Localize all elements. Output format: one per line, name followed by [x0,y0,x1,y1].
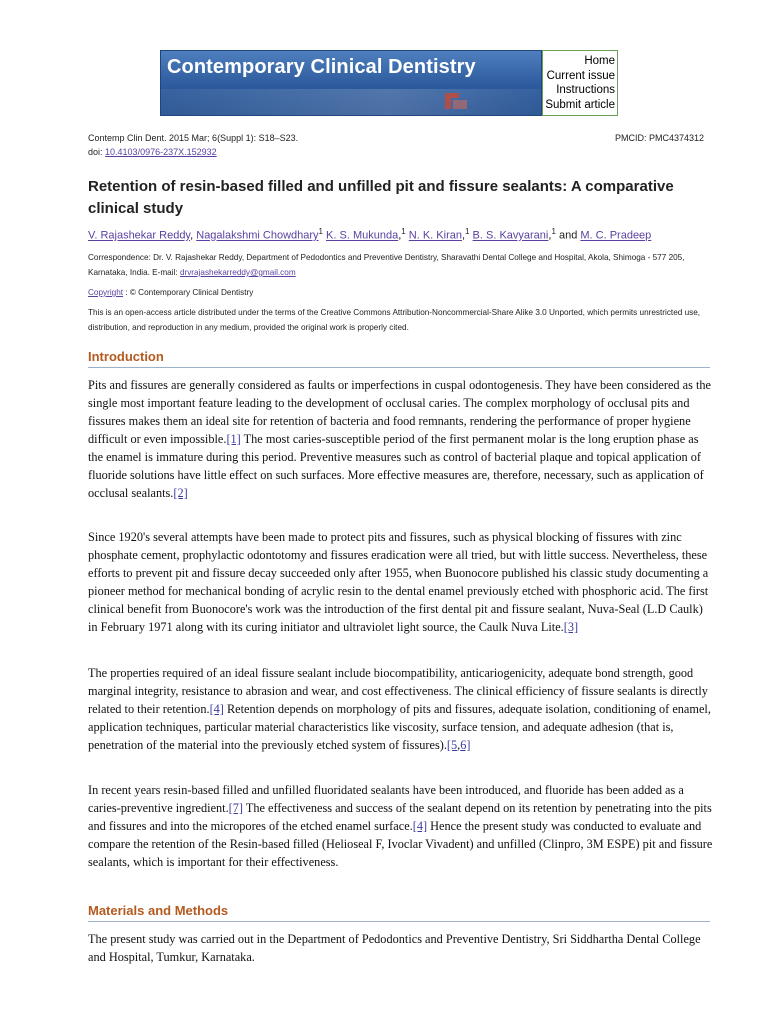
paragraph-text: , [457,738,461,752]
copyright-text: : © Contemporary Clinical Dentistry [123,288,254,297]
paragraph-text: Pits and fissures are generally considered as faults or imperfections in cuspal odontogenesis. They have been considered as the single most important feature leading to the development of occlusal caries. The complex morphology of occlusal pits and fissures makes them an ideal site for retention of bacteria and food remnants, rendering the performance of proper hygiene difficult or even impossible. [88,378,711,446]
correspondence-text: Correspondence: Dr. V. Rajashekar Reddy, Department of Pedodontics and Preventive Dentistry, Sharavathi Dental College and Hospital, Akola, Shimoga - 577 205, Karnataka, India. E-mail: [88,253,685,277]
affiliation-marker: 1 [318,227,323,236]
paragraph-text: In recent years resin-based filled and unfilled fluoridated sealants have been introduced, and fluoride has been added as a caries-preventive ingredient. [88,783,684,815]
instructions-link[interactable]: Instructions [556,84,615,96]
banner-nav [542,50,618,116]
paragraph-text: The properties required of an ideal fissure sealant include biocompatibility, anticariogenicity, adequate bond strength, good marginal integrity, resistance to abrasion and wear, and cost effectiveness. The clinical efficiency of fissure sealants is directly related to their retention. [88,666,708,716]
citation-link[interactable]: 6] [460,738,471,752]
citation-link[interactable]: [2] [173,486,188,500]
paragraph-text: The effectiveness and success of the sealant depend on its retention by penetrating into the pits and fissures and into the micropores of the etched enamel surface. [88,801,712,833]
affiliation-marker: 1 [401,227,406,236]
citation-link[interactable]: [5 [446,738,458,752]
methods-paragraph: The present study was carried out in the Department of Pedodontics and Preventive Dentistry, Sri Siddhartha Dental College and Hospital, Tumkur, Karnataka. [88,932,701,964]
paragraph-text: Since 1920's several attempts have been made to protect pits and fissures, such as physical blocking of fissures with zinc phosphate cement, prophylactic odontotomy and fissures eradication were all tried, but with little success. Nevertheless, these efforts to prevent pit and fissure decay succeeded only after 1955, when Buonocore published his classic study documenting a pioneer method for mechanical bonding of acrylic resin to the dental enamel previously etched with phosphoric acid. The first clinical benefit from Buonocore's work was the introduction of the first dental pit and fissure sealant, Nuva-Seal (L.D Caulk) in February 1971 along with its curing initiator and ultraviolet light source, the Caulk Nuva Lite. [88,530,709,634]
author-link[interactable]: Nagalakshmi Chowdhary [196,229,319,242]
current-issue-link[interactable]: Current issue [546,69,615,82]
copyright-link[interactable]: Copyright [88,288,124,297]
correspondence-email[interactable]: drvrajashekarreddy@gmail.com [179,268,296,277]
author-link[interactable]: N. K. Kiran [408,229,462,242]
paragraph-text: The most caries-susceptible period of the first permanent molar is the long eruption phase as the enamel is immature during this period. Preventive measures such as control of bacterial plaque and topical application of fluoride solutions have little effect on such surfaces. More effective measures are, therefore, necessary, such as application of occlusal sealants. [88,432,704,500]
author-list: V. Rajashekar Reddy, Nagalakshmi Chowdhary$^1$ K. S. Mukunda,$^1$ N. K. Kiran,$^1$ B. S. Kavyarani,$^1$ and M. C. Pradeep [88,227,652,242]
copyright-line [88,286,712,300]
author-link[interactable]: K. S. Mukunda [326,229,399,242]
doi-label: doi: [88,147,103,157]
doi-link[interactable]: 10.4103/0976-237X.152932 [105,147,217,157]
citation-link[interactable]: [7] [228,801,244,815]
article-title: Retention of resin-based filled and unfilled pit and fissure sealants: A comparative clinical study [88,178,674,217]
intro-paragraph [88,376,714,502]
citation-link[interactable]: [4] [412,819,428,833]
banner-background[interactable] [160,50,542,116]
affiliation-marker: 1 [465,227,470,236]
author-link[interactable]: B. S. Kavyarani [472,229,549,242]
paragraph-text: Hence the present study was conducted to evaluate and compare the retention of the Resin-based filled (Helioseal F, Ivoclar Vivadent) and unfilled (Clinpro, 3M ESPE) pit and fissure sealants, which is important for their effectiveness. [88,819,713,869]
citation-link[interactable]: [1] [226,432,241,446]
section-heading-introduction: Introduction [88,349,710,368]
license-text: This is an open-access article distributed under the terms of the Creative Commons Attribution-Noncommercial-Share Alike 3.0 Unported, which permits unrestricted use, distribution, and reproduction in any medium, provided the original work is properly cited. [88,308,701,332]
correspondence [88,250,712,280]
home-link[interactable]: Home [584,55,615,67]
intro-paragraph [88,781,714,871]
author-link[interactable]: M. C. Pradeep [580,229,652,242]
intro-paragraph [88,664,714,754]
author-link[interactable]: V. Rajashekar Reddy [88,229,191,242]
journal-logo-icon [437,89,477,113]
banner-stripe [161,89,541,115]
section-heading-methods: Materials and Methods [88,903,710,922]
submit-article-link[interactable]: Submit article [545,98,615,111]
banner-title: Contemporary Clinical Dentistry [167,56,476,78]
citation-link[interactable]: [3] [563,620,579,634]
and-word: and [558,229,578,242]
citation-link[interactable]: [4] [209,702,224,716]
pmcid: PMCID: PMC4374312 [614,133,704,143]
affiliation-marker: 1 [551,227,556,236]
paragraph-text: Retention depends on morphology of pits and fissures, adequate isolation, conditioning of enamel, application techniques, particular material characteristics like viscosity, surface tension, and adequate adhesion (that is, penetration of the material into the previously etched system of fissures). [88,702,711,752]
intro-paragraph [88,528,714,636]
citation-line: Contemp Clin Dent. 2015 Mar; 6(Suppl 1): S18–S23. [88,133,299,143]
doi-line [88,147,217,157]
journal-banner [160,50,616,116]
